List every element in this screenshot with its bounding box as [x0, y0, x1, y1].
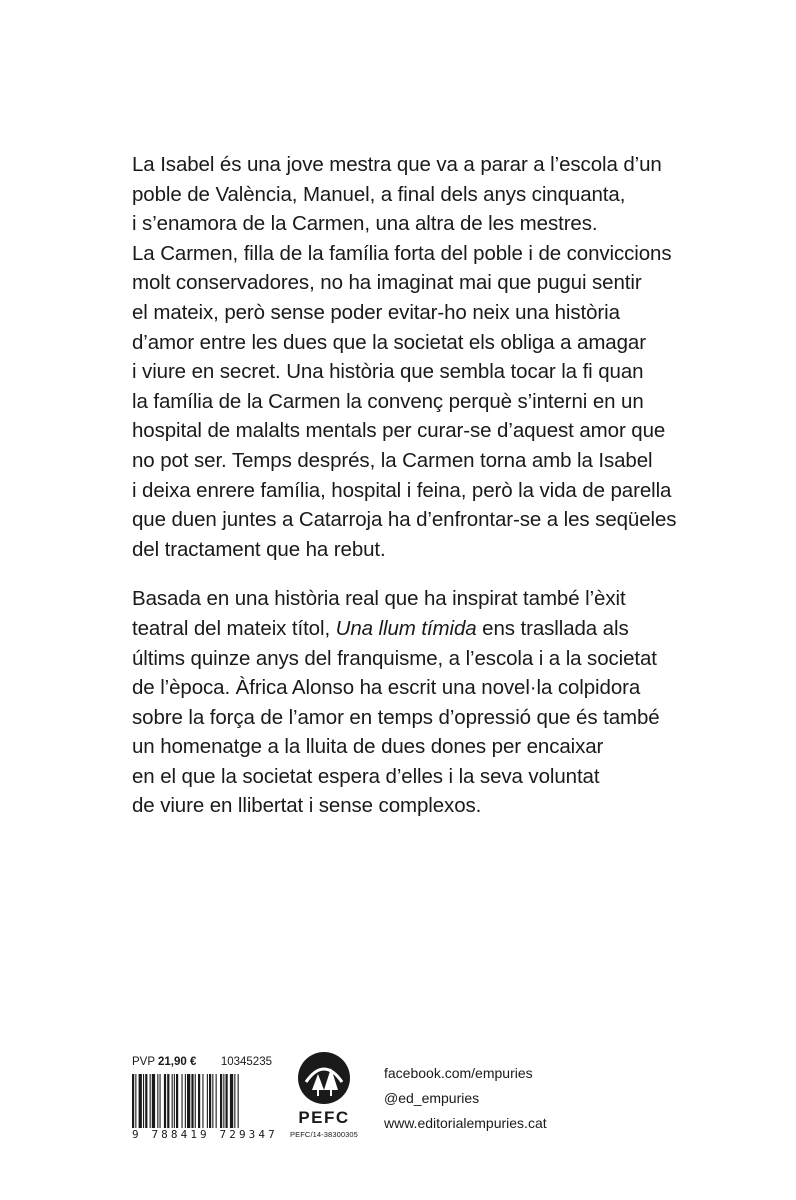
facebook-link[interactable]: facebook.com/empuries [384, 1065, 533, 1081]
book-title-italic: Una llum tímida [335, 616, 477, 640]
pefc-name: PEFC [298, 1108, 350, 1127]
blurb-line: de viure en llibertat i sense complexos. [132, 794, 482, 818]
blurb-line: en el que la societat espera d’elles i la seva voluntat [132, 764, 600, 788]
barcode-bar [164, 1074, 166, 1128]
blurb-text: teatral del mateix títol, [132, 616, 336, 640]
blurb-line: i deixa enrere família, hospital i feina, però la vida de parella [132, 478, 672, 502]
barcode-bar [230, 1074, 233, 1128]
barcode-bars [132, 1074, 272, 1128]
barcode-bar [216, 1074, 217, 1128]
price-label [132, 1056, 196, 1068]
barcode-bar [220, 1074, 222, 1128]
blurb-line: i viure en secret. Una història que sembla tocar la fi quan [132, 360, 644, 384]
blurb-line: d’amor entre les dues que la societat els obliga a amagar [132, 330, 646, 354]
blurb-line: La Carmen, filla de la família forta del poble i de conviccions [132, 241, 672, 265]
blurb-line: La Isabel és una jove mestra que va a parar a l’escola d’un [132, 153, 662, 176]
isbn-number: 9 788419 729347 [132, 1128, 278, 1141]
blurb-line: del tractament que ha rebut. [132, 537, 386, 561]
barcode-bar [191, 1074, 193, 1128]
barcode-bar [238, 1074, 239, 1128]
barcode-bar [167, 1074, 169, 1128]
barcode-bar [195, 1074, 196, 1128]
barcode-bar [150, 1074, 151, 1128]
website-link[interactable]: www.editorialempuries.cat [384, 1115, 547, 1131]
barcode-bar [198, 1074, 200, 1128]
blurb-line: poble de València, Manuel, a final dels anys cinquanta, [132, 182, 626, 206]
blurb-line: hospital de malalts mentals per curar-se d’aquest amor que [132, 419, 666, 443]
blurb-line: molt conservadores, no ha imaginat mai que pugui sentir [132, 271, 642, 295]
barcode-bar [223, 1074, 224, 1128]
barcode-bar [132, 1074, 134, 1128]
social-handle[interactable]: @ed_empuries [384, 1090, 480, 1106]
blurb-line: Basada en una història real que ha inspirat també l’èxit [132, 587, 626, 611]
pvp-label: PVP [132, 1056, 155, 1068]
barcode-bar [187, 1074, 190, 1128]
barcode-bar [152, 1074, 155, 1128]
barcode-bar [139, 1074, 142, 1128]
blurb-line: sobre la força de l’amor en temps d’opressió que és també [132, 705, 660, 729]
barcode-bar [174, 1074, 175, 1128]
pefc-logo-icon [296, 1050, 352, 1106]
barcode-bar [176, 1074, 178, 1128]
barcode-bar [202, 1074, 203, 1128]
barcode-bar [135, 1074, 136, 1128]
barcode-bar [185, 1074, 186, 1128]
blurb-line [132, 614, 692, 644]
blurb-line: últims quinze anys del franquisme, a l’escola i a la societat [132, 646, 657, 670]
barcode-bar [160, 1074, 161, 1128]
price-row [132, 1056, 272, 1068]
blurb-line: un homenatge a la lluita de dues dones per encaixar [132, 735, 604, 759]
blurb-line: i s’enamora de la Carmen, una altra de les mestres. [132, 212, 598, 236]
barcode-bar [143, 1074, 144, 1128]
back-cover-blurb [132, 150, 692, 821]
blurb-line: el mateix, però sense poder evitar-ho neix una història [132, 300, 620, 324]
blurb-line: de l’època. Àfrica Alonso ha escrit una novel·la colpidora [132, 676, 641, 700]
barcode-bar [182, 1074, 183, 1128]
blurb-paragraph-1 [132, 150, 692, 564]
blurb-line: no pot ser. Temps després, la Carmen torna amb la Isabel [132, 448, 653, 472]
price-value: 21,90 € [158, 1056, 197, 1068]
blurb-line: la família de la Carmen la convenç perquè s’interni en un [132, 389, 644, 413]
barcode-bar [145, 1074, 147, 1128]
barcode-bar [212, 1074, 213, 1128]
pefc-code: PEFC/14-38300305 [290, 1130, 358, 1139]
pefc-certification [288, 1050, 360, 1160]
barcode-bar [207, 1074, 208, 1128]
blurb-line: que duen juntes a Catarroja ha d’enfrontar-se a les seqüeles [132, 508, 677, 532]
barcode-bar [209, 1074, 211, 1128]
barcode-bar [157, 1074, 158, 1128]
barcode-bar [234, 1074, 235, 1128]
isbn-barcode [132, 1074, 272, 1128]
barcode-bar [172, 1074, 173, 1128]
blurb-text: ens trasllada als [476, 616, 629, 640]
blurb-paragraph-2 [132, 584, 692, 821]
product-code: 10345235 [220, 1056, 272, 1068]
barcode-bar [226, 1074, 228, 1128]
publisher-links [384, 1061, 547, 1136]
